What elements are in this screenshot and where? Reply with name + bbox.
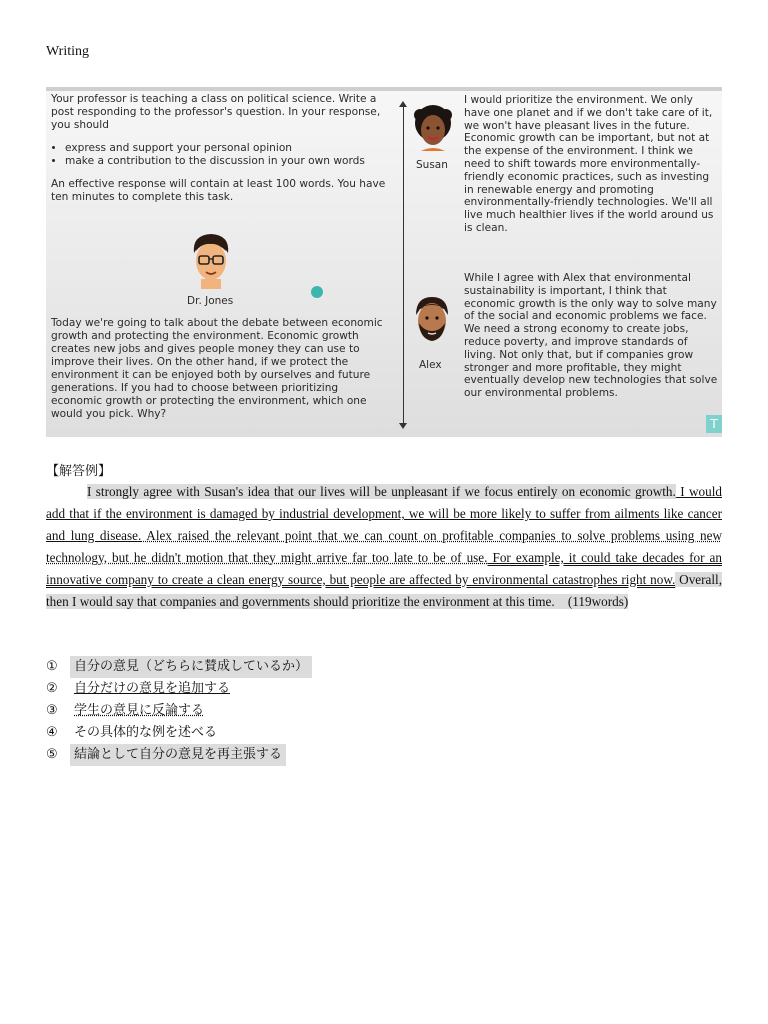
alex-post: While I agree with Alex that environmental sustainability is important, I think that economic growth is the only way to solve many of the social and economic problems we face. We need a strong economy to create jobs, reduce poverty, and improve standards of living. Not only that, but if companies grow stronger and more profitable, they might eventually develop new technologies that solve our environmental problems. <box>464 272 718 400</box>
point-number: ② <box>46 681 58 696</box>
susan-post: I would prioritize the environment. We only have one planet and if we don't take care of it, we won't have pleasant lives in the future. Economic growth can be important, but not at the expense of the environment. I think we need to shift towards more environmentally-friendly economic practices, such as investing in renewable energy and promoting environmentally-friendly technologies. We'll all live much healthier lives if the world around us is clean. <box>464 94 714 234</box>
divider-line <box>403 105 404 427</box>
point-text: 自分の意見（どちらに賛成しているか） <box>70 656 312 678</box>
list-item <box>46 744 312 766</box>
essay-wordcount: (119words) <box>554 594 629 609</box>
professor-name: Dr. Jones <box>187 295 234 307</box>
susan-avatar <box>411 103 455 153</box>
essay-conclusion: Overall, then I would say that companies and governments should prioritize the environment at this time. <box>46 572 723 609</box>
alex-name: Alex <box>419 359 442 371</box>
essay-addition: I would add that if the environment is damaged by industrial development, we will be more likely to suffer from ailments like cancer and lung disease. <box>46 484 722 543</box>
task-prompt <box>51 93 391 204</box>
point-list <box>46 656 312 766</box>
list-item <box>46 722 312 744</box>
susan-name: Susan <box>416 159 448 171</box>
arrow-down-icon <box>399 423 407 429</box>
alex-avatar <box>410 295 454 351</box>
arrow-up-icon <box>399 101 407 107</box>
point-number: ④ <box>46 725 58 740</box>
point-number: ⑤ <box>46 747 58 762</box>
professor-avatar <box>188 231 234 289</box>
task-bullet: • make a contribution to the discussion in your own words <box>65 155 391 168</box>
point-text: 学生の意見に反論する <box>74 703 205 718</box>
task-screenshot <box>46 87 722 437</box>
point-number: ① <box>46 659 58 674</box>
task-bullet: • express and support your personal opinion <box>65 142 391 155</box>
point-text: 自分だけの意見を追加する <box>74 681 231 696</box>
t-badge-icon: T <box>706 415 722 433</box>
task-bullets <box>51 142 391 168</box>
professor-question: Today we're going to talk about the debate between economic growth and protecting the environment. Economic growth creates new jobs and gives people money they can use to improve their lives. On the other hand, if we protect the environment it can be enjoyed both by ourselves and future generations. If you had to choose between prioritizing economic growth or protecting the environment, which one would you pick. Why? <box>51 317 383 420</box>
essay-example: For example, it could take decades for an innovative company to create a clean energy source, but people are affected by environmental catastrophes right now. <box>46 550 722 587</box>
task-requirement: An effective response will contain at least 100 words. You have ten minutes to complete this task. <box>51 178 386 203</box>
cursor-dot <box>311 286 323 298</box>
sample-essay <box>46 481 722 613</box>
essay-paragraph <box>46 481 722 613</box>
answer-heading: 【解答例】 <box>46 464 112 479</box>
task-intro: Your professor is teaching a class on political science. Write a post responding to the professor's question. In your response, you should <box>51 93 381 131</box>
list-item <box>46 700 312 722</box>
list-item <box>46 656 312 678</box>
essay-rebuttal: Alex raised the relevant point that we can count on profitable companies to solve problems using new technology, but he didn't motion that they might arrive far too late to be of use. <box>46 528 722 565</box>
list-item <box>46 678 312 700</box>
point-text: その具体的な例を述べる <box>74 725 218 740</box>
point-text: 結論として自分の意見を再主張する <box>70 744 286 766</box>
page-title: Writing <box>46 44 89 59</box>
panel-top-bar <box>46 87 722 91</box>
point-number: ③ <box>46 703 58 718</box>
essay-opinion: I strongly agree with Susan's idea that our lives will be unpleasant if we focus entirely on economic growth. <box>87 484 676 499</box>
